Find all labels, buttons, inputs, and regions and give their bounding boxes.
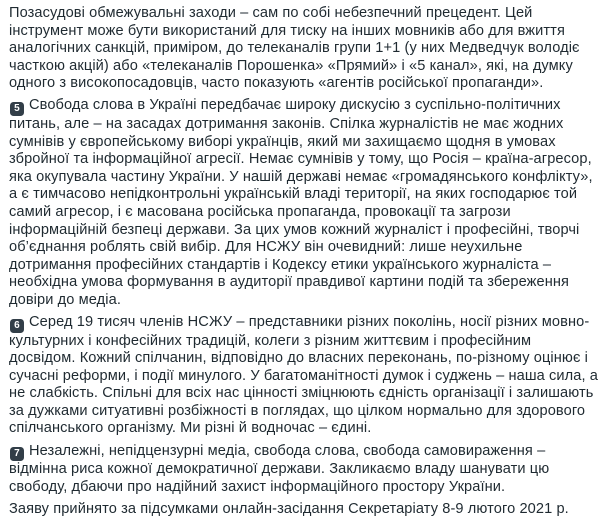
paragraph-6-text: Серед 19 тисяч членів НСЖУ – представники різних поколінь, носії різних мовно-культурних і конфесійних традицій, колеги з різним життєвим і професійним досвідом. Кожний спілчанин, відповідно до власних переконань, по-різному оцінює і сучасні реформи, і події минулого. У багатоманітності думок і суджень – наша сила, а не слабкість. Спільні для всіх нас цінності зміцнюють єдність організації і залишають за дужками ситуативні розбіжності в поглядах, що цілком нормально для здорового спілчанського організму. Ми різні й водночас – єдині. — [9, 314, 599, 437]
resolution-footer — [9, 501, 599, 518]
keycap-5-icon: 5 — [10, 102, 24, 116]
resolution-footer-text: Заяву прийнято за підсумками онлайн-засідання Секретаріату 8-9 лютого 2021 р. — [9, 500, 569, 517]
keycap-6-icon: 6 — [10, 319, 24, 333]
keycap-7-icon: 7 — [10, 447, 24, 461]
paragraph-7-text: Незалежні, непідцензурні медіа, свобода слова, свобода самовираження – відмінна риса кожної демократичної держави. Закликаємо владу шанувати цю свободу, дбаючи про надійний захист інформаційного простору України. — [9, 442, 550, 495]
paragraph-5-text: Свобода слова в Україні передбачає широку дискусію з суспільно-політичних питань, але – на засадах дотримання законів. Спілка журналістів не має жодних сумнівів у європейському виборі українців, який ми захищаємо щодня в умовах збройної та інформаційної агресії. Немає сумнівів у тому, що Росія – країна-агресор, яка окупувала частину України. У нашій державі немає «громадянського конфлікту», а є тимчасово непідконтрольні українській владі території, на яких господарює той самий агресор, і є масована російська пропаганда, провокації та загрози інформаційній безпеці держави. За цих умов кожний журналіст і професійні, творчі об’єднання роблять свій вибір. Для НСЖУ він очевидний: лише неухильне дотримання професійних стандартів і Кодексу етики українського журналіста – необхідна умова формування в аудиторії правдивої картини подій та збереження довіри до медіа. — [9, 97, 593, 308]
paragraph-intro — [9, 5, 599, 93]
paragraph-intro-text: Позасудові обмежувальні заходи – сам по собі небезпечний прецедент. Цей інструмент може бути використаний для тиску на інших мовників або для вжиття аналогічних санкцій, приміром, до телеканалів групи 1+1 (у них Медведчук володіє часткою акцій) або «телеканалів Порошенка» «Прямий» і «5 канал», які, на думку одного з високопосадовців, часто показують «агентів російської пропаганди». — [9, 5, 580, 92]
paragraph-5 — [9, 97, 599, 309]
paragraph-7 — [9, 443, 599, 497]
paragraph-6 — [9, 314, 599, 438]
